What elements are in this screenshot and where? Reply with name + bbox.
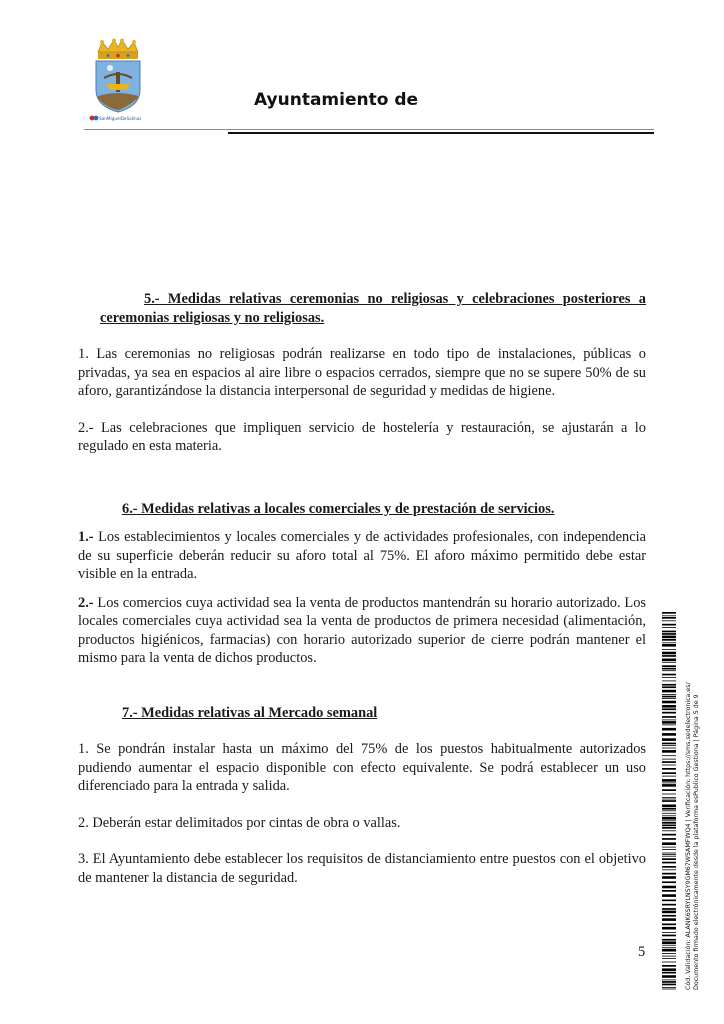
barcode-stripe <box>662 720 676 721</box>
barcode-stripe <box>662 947 676 948</box>
barcode-stripe <box>662 733 676 736</box>
barcode-stripe <box>662 662 676 663</box>
barcode-stripe <box>662 743 676 745</box>
barcode-stripe <box>662 620 676 621</box>
barcode-stripe <box>662 924 676 926</box>
barcode-stripe <box>662 642 676 643</box>
barcode-stripe <box>662 900 676 902</box>
barcode-stripe <box>662 941 676 944</box>
barcode-stripe <box>662 712 676 714</box>
barcode-stripe <box>662 869 676 870</box>
barcode-stripe <box>662 825 676 827</box>
barcode-stripe <box>662 894 676 897</box>
section-5-paragraph-1: 1. Las ceremonias no religiosas podrán realizarse en todo tipo de instalaciones, públicas o privadas, ya sea en espacios al aire libre o espacios cerrados, siempre que no se supere 50% de su aforo, garantizándose la distancia interpersonal de seguridad y medidas de higiene. <box>78 346 646 399</box>
barcode-stripe <box>662 698 676 699</box>
barcode-stripe <box>662 655 676 657</box>
section-5-paragraph-2: 2.- Las celebraciones que impliquen servicio de hostelería y restauración, se ajustarán a lo regulado en esta materia. <box>78 419 646 454</box>
barcode-stripe <box>662 684 676 686</box>
barcode-stripe <box>662 748 676 749</box>
barcode-stripe <box>662 975 676 978</box>
header-divider-thin <box>84 129 654 130</box>
barcode-stripe <box>662 853 676 854</box>
barcode-stripe <box>662 617 676 619</box>
barcode-stripe <box>662 810 676 811</box>
barcode-stripe <box>662 745 676 746</box>
barcode-stripe <box>662 856 676 857</box>
barcode-stripe <box>662 670 676 671</box>
barcode-stripe <box>662 830 676 831</box>
barcode-stripe <box>662 659 676 662</box>
section-7-paragraph-2: 2. Deberán estar delimitados por cintas de obra o vallas. <box>78 814 401 831</box>
barcode-stripe <box>662 612 676 614</box>
barcode-stripe <box>662 765 676 766</box>
barcode-stripe <box>662 932 676 933</box>
section-5-title: 5.- Medidas relativas ceremonias no religiosas y celebraciones posteriores a ceremonias religiosas y no religiosas. <box>100 291 646 326</box>
barcode-stripe <box>662 721 676 724</box>
header-divider-thick <box>228 132 654 134</box>
barcode-stripe <box>662 696 676 698</box>
document-body <box>78 290 646 887</box>
barcode-stripe <box>662 935 676 937</box>
barcode-stripe <box>662 953 676 954</box>
barcode-stripe <box>662 681 676 682</box>
barcode-stripe <box>662 725 676 726</box>
barcode-stripe <box>662 799 676 800</box>
barcode-stripe <box>662 738 676 741</box>
barcode-stripe <box>662 949 676 952</box>
verification-stamp-line-2: Documento firmado electrónicamente desde la plataforma esPublico Gestiona | Página 5 de 9 <box>693 694 701 990</box>
barcode-stripe <box>662 918 676 921</box>
barcode-stripe <box>662 701 676 704</box>
municipal-coat-of-arms-logo <box>86 38 150 124</box>
page-number: 5 <box>638 944 646 960</box>
barcode-stripe <box>662 854 676 855</box>
barcode-stripe <box>662 624 676 626</box>
section-7-title: 7.- Medidas relativas al Mercado semanal <box>122 704 378 721</box>
barcode-stripe <box>662 958 676 959</box>
barcode-stripe <box>662 789 676 791</box>
barcode-stripe <box>662 956 676 957</box>
barcode-stripe <box>662 827 676 829</box>
barcode-stripe <box>662 776 676 777</box>
barcode-stripe <box>662 965 676 967</box>
barcode-stripe <box>662 987 676 988</box>
barcode-stripe <box>662 834 676 836</box>
section-6-paragraph-2-number: 2.- <box>78 594 94 611</box>
barcode-stripe <box>662 972 676 974</box>
barcode-stripe <box>662 939 676 941</box>
barcode-stripe <box>662 627 676 628</box>
barcode-stripe <box>662 838 676 840</box>
barcode-stripe <box>662 636 676 639</box>
barcode-stripe <box>662 847 676 848</box>
barcode-stripe <box>662 866 676 868</box>
barcode-stripe <box>662 716 676 718</box>
barcode-stripe <box>662 674 676 676</box>
section-6-title: 6.- Medidas relativas a locales comerciales y de prestación de servicios. <box>122 500 555 517</box>
barcode-stripe <box>662 989 676 990</box>
barcode-stripe <box>662 927 676 930</box>
barcode-stripe <box>662 984 676 986</box>
barcode-stripe <box>662 981 676 983</box>
barcode-stripe <box>662 784 676 787</box>
barcode-stripe <box>662 881 676 883</box>
barcode-stripe <box>662 759 676 760</box>
barcode-stripe <box>662 705 676 708</box>
barcode-stripe <box>662 652 676 655</box>
barcode-stripe <box>662 822 676 824</box>
barcode-stripe <box>662 805 676 808</box>
barcode-stripe <box>662 817 676 820</box>
barcode-stripe <box>662 820 676 821</box>
barcode-stripe <box>662 694 676 695</box>
barcode-stripe <box>662 980 676 981</box>
barcode-stripe <box>662 815 676 816</box>
barcode-stripe <box>662 665 676 667</box>
barcode-stripe <box>662 708 676 710</box>
barcode-stripe <box>662 631 676 633</box>
barcode-stripe <box>662 904 676 906</box>
section-6-paragraph-1 <box>78 528 646 584</box>
barcode-stripe <box>662 849 676 850</box>
barcode-stripe <box>662 890 676 892</box>
barcode-stripe <box>662 761 676 763</box>
barcode-stripe <box>662 690 676 693</box>
logo-caption: SanMiguelDeSalinas <box>99 116 142 121</box>
section-7-paragraph-1: 1. Se pondrán instalar hasta un máximo del 75% de los puestos habitualmente autorizados pudiendo aumentar el espacio disponible con efecto equivalente. Se podrá establecer un uso diferenciado para la entrada y salida. <box>78 741 646 794</box>
barcode-stripe <box>662 908 676 910</box>
barcode-stripe <box>662 728 676 731</box>
header-title: Ayuntamiento de <box>254 90 419 110</box>
verification-barcode <box>662 612 676 990</box>
barcode-stripe <box>662 783 676 784</box>
barcode-stripe <box>662 686 676 688</box>
section-6-paragraph-1-text: Los establecimientos y locales comerciales y de actividades profesionales, con independencia de su superficie deberán reducir su aforo total al 75%. El aforo máximo permitido debe estar visible en la entrada. <box>78 529 646 582</box>
barcode-stripe <box>662 755 676 756</box>
barcode-stripe <box>662 779 676 782</box>
section-6-paragraph-1-number: 1.- <box>78 529 94 545</box>
barcode-stripe <box>662 876 676 879</box>
barcode-stripe <box>662 813 676 814</box>
barcode-stripe <box>662 772 676 774</box>
barcode-stripe <box>662 808 676 810</box>
barcode-stripe <box>662 639 676 641</box>
barcode-stripe <box>662 886 676 889</box>
section-7-paragraph-3: 3. El Ayuntamiento debe establecer los requisitos de distanciamiento entre puestos con el objetivo de mantener la distancia de seguridad. <box>78 851 646 886</box>
barcode-stripe <box>662 858 676 860</box>
barcode-stripe <box>662 797 676 798</box>
barcode-stripe <box>662 677 676 678</box>
barcode-stripe <box>662 800 676 802</box>
barcode-stripe <box>662 915 676 917</box>
barcode-stripe <box>662 911 676 914</box>
barcode-stripe <box>662 873 676 875</box>
barcode-stripe <box>662 615 676 616</box>
barcode-stripe <box>662 750 676 753</box>
barcode-stripe <box>662 649 676 650</box>
verification-stamp <box>685 682 702 990</box>
barcode-stripe <box>662 968 676 971</box>
section-6-paragraph-2 <box>78 594 646 668</box>
barcode-stripe <box>662 633 676 635</box>
barcode-stripe <box>662 794 676 795</box>
barcode-stripe <box>662 644 676 647</box>
barcode-stripe <box>662 668 676 670</box>
section-6-paragraph-2-text: Los comercios cuya actividad sea la venta de productos mantendrán su horario autorizado. Los locales comerciales cuya actividad sea la venta de productos de primera necesidad (alimentación, productos higiénicos, farmacias) con horario autorizado superior de cierre podrán mantener el mismo para la venta de dichos productos. <box>78 594 646 666</box>
barcode-stripe <box>662 842 676 845</box>
barcode-stripe <box>662 945 676 946</box>
barcode-stripe <box>662 768 676 770</box>
barcode-stripe <box>662 862 676 864</box>
barcode-stripe <box>662 962 676 963</box>
verification-stamp-line-1: Cód. Validación: ALANK6SRYLNSY9GM67W5AMFWQ4 | Verificación: https://sms.sedelectronica.es/ <box>685 682 692 990</box>
